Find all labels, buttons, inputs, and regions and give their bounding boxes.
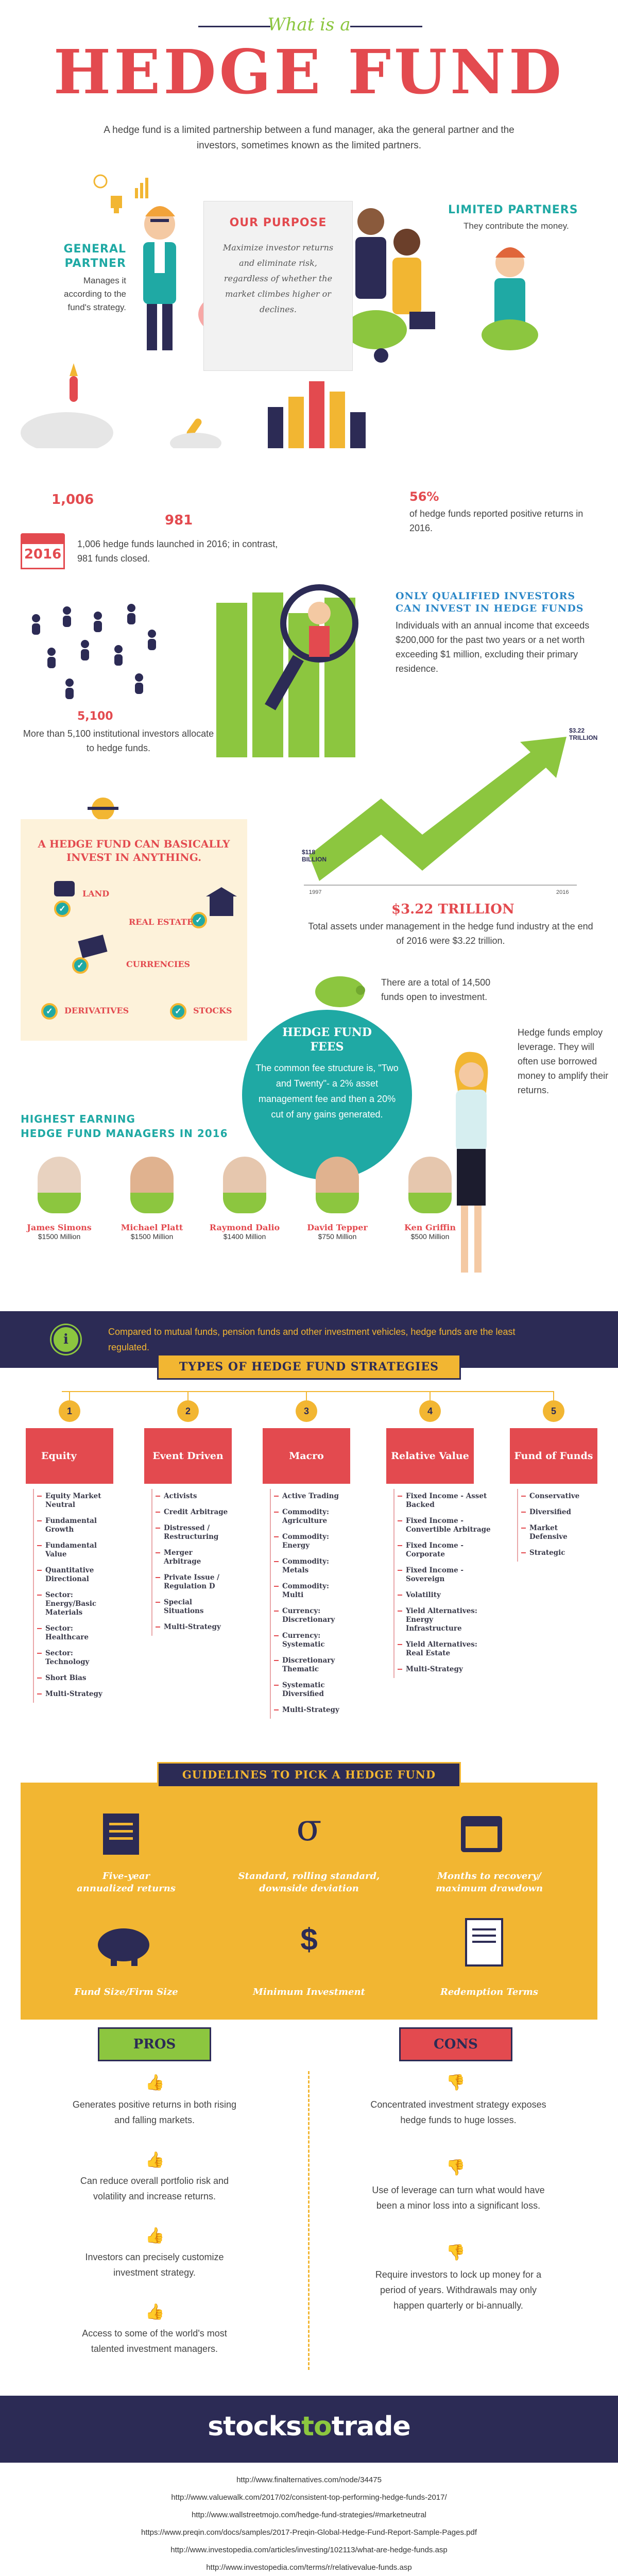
strategy-item: Fundamental Value	[37, 1538, 113, 1563]
limited-partners-title: LIMITED PARTNERS	[448, 204, 578, 216]
bar-chart-icon	[135, 178, 148, 198]
strategy-item: Volatility	[398, 1588, 491, 1604]
pre-title: What is a	[267, 14, 351, 35]
general-partner-figure	[143, 206, 176, 350]
source-link[interactable]: http://www.investopedia.com/articles/investing/102113/what-are-hedge-funds.asp	[170, 2546, 448, 2554]
assets-text: Total assets under management in the hedge fund industry at the end of 2016 were $3.22 trillion.	[308, 921, 593, 946]
manager-portrait	[223, 1157, 266, 1213]
source-link[interactable]: https://www.preqin.com/docs/samples/2017-Preqin-Global-Hedge-Fund-Report-Sample-Pages.pdf	[141, 2528, 477, 2537]
strategy-columns	[21, 1391, 597, 1762]
manager-card	[21, 1157, 98, 1241]
strategy-item: Sector: Technology	[37, 1646, 113, 1671]
pro-item: Can reduce overall portfolio risk and volatility and increase returns.	[80, 2176, 229, 2201]
manager-value: $1500 Million	[130, 1232, 174, 1241]
strategy-item: Merger Arbitrage	[156, 1546, 232, 1570]
invest-label-stocks: STOCKS	[193, 1006, 232, 1015]
general-partner-title: GENERAL PARTNER	[63, 243, 126, 270]
thumbs-up-icon: 👍	[145, 2074, 165, 2091]
assets-end-label: $3.22 TRILLION	[569, 727, 598, 741]
strategy-num: 4	[419, 1400, 441, 1422]
fees-title: HEDGE FUND FEES	[282, 1026, 372, 1054]
strategy-card: Macro	[263, 1428, 350, 1484]
strategy-item: Sector: Energy/Basic Materials	[37, 1588, 113, 1621]
institutional-text: More than 5,100 institutional investors allocate to hedge funds.	[23, 728, 214, 753]
thumbs-up-icon: 👍	[145, 2303, 165, 2320]
strategy-item: Sector: Healthcare	[37, 1621, 113, 1646]
con-item: Use of leverage can turn what would have been a minor loss into a significant loss.	[372, 2185, 545, 2211]
manager-portrait	[38, 1157, 81, 1213]
guideline-label: Fund Size/Firm Size	[74, 1987, 178, 1997]
strategy-item: Multi-Strategy	[274, 1703, 350, 1719]
general-partner-block	[49, 242, 126, 314]
cons-header: CONS	[399, 2027, 512, 2061]
manager-name: James Simons	[27, 1223, 92, 1232]
regulation-text: Compared to mutual funds, pension funds and other investment vehicles, hedge funds are the least regulated.	[108, 1327, 516, 1352]
pros-header: PROS	[98, 2027, 211, 2061]
assets-xlabel-start: 1997	[309, 889, 322, 895]
strategy-item: Equity Market Neutral	[37, 1489, 113, 1514]
strategy-item: Fixed Income - Corporate	[398, 1538, 491, 1563]
strategy-num: 3	[296, 1400, 317, 1422]
manager-value: $500 Million	[410, 1232, 450, 1241]
city-bars-icon	[268, 381, 366, 448]
strategies-title: TYPES OF HEDGE FUND STRATEGIES	[157, 1354, 461, 1380]
strategy-item: Commodity: Metals	[274, 1554, 350, 1579]
rocket-icon	[21, 363, 113, 448]
limited-partners-block	[448, 204, 582, 233]
strategy-card: Event Driven	[144, 1428, 232, 1484]
launches-text: 1,006 hedge funds launched in 2016; in contrast, 981 funds closed.	[77, 539, 278, 564]
strategy-col-fund-of-funds	[510, 1391, 597, 1562]
page-title: HEDGE FUND	[53, 36, 565, 108]
guideline-label: Standard, rolling standard, downside deviation	[238, 1871, 380, 1894]
strategy-card: Relative Value	[386, 1428, 474, 1484]
manager-value: $750 Million	[318, 1232, 357, 1241]
thumbs-up-icon: 👍	[145, 2151, 165, 2168]
pro-item: Generates positive returns in both rising and falling markets.	[72, 2099, 237, 2125]
calendar-year: 2016	[24, 547, 62, 562]
land-icon	[49, 876, 80, 902]
strategy-item: Fixed Income - Convertible Arbitrage	[398, 1514, 491, 1538]
strategy-item: Diversified	[521, 1505, 597, 1521]
limited-partners-text: They contribute the money.	[464, 221, 569, 231]
invest-anything-title: A HEDGE FUND CAN BASICALLY INVEST IN ANYTHING.	[38, 838, 230, 863]
qualified-text: Individuals with an annual income that exceeds $200,000 for the past two years or a net worth exceeding $1 million, excluding their primary residence.	[396, 620, 590, 674]
manager-card	[391, 1157, 469, 1241]
positive-pct: 56%	[409, 489, 439, 504]
con-item: Require investors to lock up money for a period of years. Withdrawals may only happen quarterly or bi-annually.	[375, 2269, 542, 2311]
real-estate-check-icon: ✓	[191, 912, 207, 928]
strategy-item: Yield Alternatives: Energy Infrastructure	[398, 1604, 491, 1637]
strategy-item: Commodity: Agriculture	[274, 1505, 350, 1530]
strategy-item: Active Trading	[274, 1489, 350, 1505]
assets-arrow-shape	[309, 737, 566, 881]
manager-name: Ken Griffin	[404, 1223, 456, 1232]
manager-name: Raymond Dalio	[209, 1223, 280, 1232]
assets-big-value: $3.22 TRILLION	[391, 902, 514, 917]
thumbs-down-icon: 👎	[446, 2074, 466, 2091]
firm-size-piggy-icon	[93, 1917, 154, 1968]
strategy-item: Special Situations	[156, 1595, 232, 1620]
strategy-num: 2	[177, 1400, 199, 1422]
info-icon: i	[52, 1325, 80, 1354]
strategy-col-macro	[263, 1391, 350, 1719]
strategy-col-relative-value	[386, 1391, 491, 1678]
invest-label-land: LAND	[82, 889, 110, 899]
pros-cons-divider	[308, 2071, 310, 2370]
strategy-item: Private Issue / Regulation D	[156, 1570, 232, 1595]
assets-chart	[288, 721, 608, 896]
strategy-card: Fund of Funds	[510, 1428, 597, 1484]
invest-label-currencies: CURRENCIES	[126, 959, 191, 969]
strategy-num: 1	[59, 1400, 80, 1422]
source-link[interactable]: http://www.investopedia.com/terms/r/relativevalue-funds.asp	[206, 2563, 412, 2572]
manager-value: $1400 Million	[223, 1232, 266, 1241]
managers-title: HIGHEST EARNING HEDGE FUND MANAGERS IN 2016	[21, 1113, 228, 1140]
guideline-label: Minimum Investment	[253, 1987, 365, 1997]
strategy-item: Distressed / Restructuring	[156, 1521, 232, 1546]
invest-label-real-estate: REAL ESTATE	[129, 917, 194, 927]
sigma-icon: σ	[296, 1806, 322, 1849]
strategy-item: Currency: Discretionary	[274, 1604, 350, 1629]
crash-rocket-icon	[170, 417, 221, 448]
thumbs-down-icon: 👎	[446, 2244, 466, 2261]
strategy-item: Activists	[156, 1489, 232, 1505]
institutional-num: 5,100	[77, 710, 113, 723]
manager-value: $1500 Million	[38, 1232, 81, 1241]
positive-text: of hedge funds reported positive returns in 2016.	[409, 509, 583, 533]
assets-start-label: $118 BILLION	[302, 849, 327, 863]
strategy-item: Market Defensive	[521, 1521, 597, 1546]
fees-piggy-icon	[309, 969, 371, 1010]
manager-portrait	[408, 1157, 452, 1213]
strategy-item: Quantitative Directional	[37, 1563, 113, 1588]
strategy-item: Currency: Systematic	[274, 1629, 350, 1653]
strategy-item: Short Bias	[37, 1671, 113, 1687]
assets-xlabel-end: 2016	[556, 889, 569, 895]
guideline-label: Five-year annualized returns	[77, 1871, 176, 1894]
strategy-item: Multi-Strategy	[37, 1687, 113, 1703]
strategy-item: Conservative	[521, 1489, 597, 1505]
strategy-item: Fixed Income - Asset Backed	[398, 1489, 491, 1514]
manager-portrait	[316, 1157, 359, 1213]
institutional-people-icons	[21, 595, 206, 708]
dollar-icon: $	[300, 1922, 318, 1957]
strategy-item: Multi-Strategy	[156, 1620, 232, 1636]
strategy-item: Discretionary Thematic	[274, 1653, 350, 1678]
purpose-text: Maximize investor returns and eliminate risk, regardless of whether the market climbes higher or declines.	[222, 243, 334, 314]
brand-logo[interactable]: stockstotrade	[208, 2411, 410, 2442]
managers-list	[21, 1157, 494, 1296]
money-bag-icon	[345, 310, 435, 363]
strategy-item: Fixed Income - Sovereign	[398, 1563, 491, 1588]
strategy-col-equity	[26, 1391, 113, 1703]
guideline-label: Redemption Terms	[440, 1987, 539, 1997]
strategy-item: Commodity: Energy	[274, 1530, 350, 1554]
trophy-icon	[111, 196, 122, 213]
strategy-num: 5	[543, 1400, 564, 1422]
source-link[interactable]: http://www.valuewalk.com/2017/02/consistent-top-performing-hedge-funds-2017/	[171, 2493, 447, 2502]
stocks-check-icon: ✓	[170, 1003, 186, 1020]
derivatives-check-icon: ✓	[41, 1003, 58, 1020]
closed-count: 981	[165, 513, 193, 528]
returns-doc-icon	[93, 1808, 149, 1860]
currencies-check-icon: ✓	[72, 957, 89, 974]
manager-card	[113, 1157, 191, 1241]
intro-text: A hedge fund is a limited partnership between a fund manager, aka the general partner and the investors, sometimes known as the limited partners.	[104, 125, 514, 151]
con-item: Concentrated investment strategy exposes hedge funds to huge losses.	[370, 2099, 546, 2125]
thumbs-up-icon: 👍	[145, 2227, 165, 2244]
land-check-icon: ✓	[54, 901, 71, 917]
strategy-item: Commodity: Multi	[274, 1579, 350, 1604]
manager-portrait	[130, 1157, 174, 1213]
strategy-col-event-driven	[144, 1391, 232, 1636]
pro-item: Investors can precisely customize investment strategy.	[85, 2252, 224, 2278]
source-link[interactable]: http://www.wallstreetmojo.com/hedge-fund-strategies/#marketneutral	[191, 2511, 427, 2519]
manager-name: David Tepper	[307, 1223, 368, 1232]
funds-open-text: There are a total of 14,500 funds open to investment.	[381, 977, 491, 1002]
fees-text: The common fee structure is, "Two and Twenty"- a 2% asset management fee and then a 20% cut of any gains generated.	[255, 1063, 399, 1120]
launched-count: 1,006	[52, 492, 94, 507]
strategy-item: Systematic Diversified	[274, 1678, 350, 1703]
calendar-icon	[21, 533, 65, 569]
strategy-item: Strategic	[521, 1546, 597, 1562]
strategy-item: Yield Alternatives: Real Estate	[398, 1637, 491, 1662]
source-link[interactable]: http://www.finalternatives.com/node/34475	[236, 2476, 382, 2484]
pro-item: Access to some of the world's most talented investment managers.	[82, 2328, 227, 2354]
real-estate-icon	[203, 886, 239, 917]
calendar-grid-icon	[453, 1808, 510, 1860]
invest-label-derivatives: DERIVATIVES	[64, 1006, 129, 1015]
general-partner-text: Manages it according to the fund's strategy.	[64, 276, 126, 312]
thumbs-down-icon: 👎	[446, 2159, 466, 2176]
redemption-doc-icon	[458, 1914, 510, 1971]
qualified-title: ONLY QUALIFIED INVESTORS CAN INVEST IN HEDGE FUNDS	[396, 590, 584, 614]
guidelines-title: GUIDELINES TO PICK A HEDGE FUND	[157, 1762, 461, 1788]
lightbulb-icon	[94, 175, 107, 188]
strategy-card: Equity	[26, 1428, 113, 1484]
purpose-title: OUR PURPOSE	[229, 216, 327, 229]
manager-card	[206, 1157, 283, 1241]
strategy-item: Fundamental Growth	[37, 1514, 113, 1538]
guideline-label: Months to recovery/ maximum drawdown	[435, 1871, 543, 1894]
manager-card	[299, 1157, 376, 1241]
leverage-text: Hedge funds employ leverage. They will often use borrowed money to amplify their returns.	[518, 1027, 609, 1095]
strategy-item: Multi-Strategy	[398, 1662, 491, 1678]
manager-name: Michael Platt	[121, 1223, 183, 1232]
strategy-item: Credit Arbitrage	[156, 1505, 232, 1521]
